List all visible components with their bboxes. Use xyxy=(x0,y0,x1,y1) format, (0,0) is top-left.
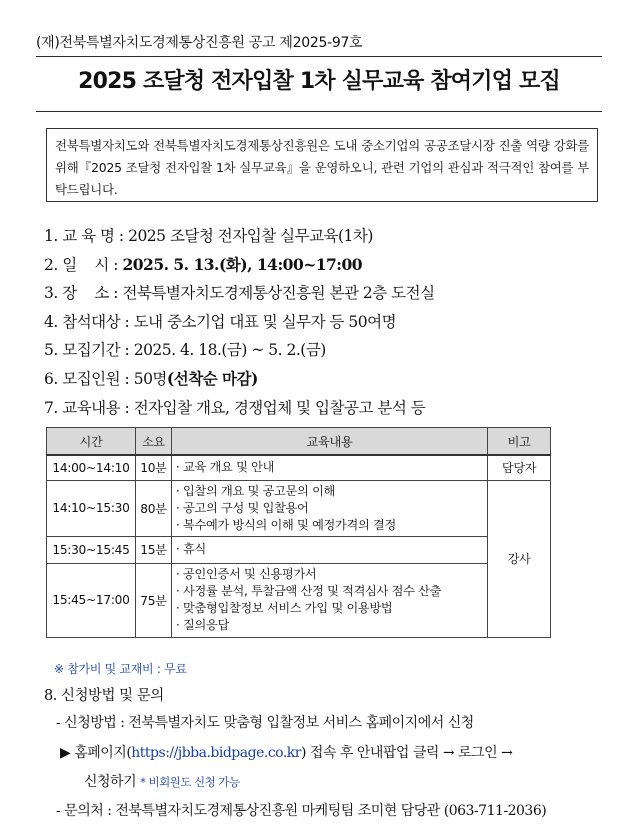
detail-item-content xyxy=(44,394,435,423)
detail-value: 2025. 5. 13.(화), 14:00~17:00 xyxy=(122,254,363,274)
column-header-duration: 소요 xyxy=(135,428,171,456)
nonmember-note: * 비회원도 신청 가능 xyxy=(140,775,240,789)
detail-label: 4. 참석대상 : xyxy=(44,312,130,331)
column-header-time: 시간 xyxy=(47,428,136,456)
cell-duration: 15분 xyxy=(135,536,171,563)
detail-value: 50명 xyxy=(133,369,167,388)
detail-value-emphasis: (선착순 마감) xyxy=(166,368,258,388)
table-row xyxy=(47,563,551,637)
cell-time: 14:10~15:30 xyxy=(47,480,136,536)
homepage-suffix: ) 접속 후 안내팝업 클릭 → 로그인 → xyxy=(300,745,513,761)
homepage-prefix: ▶ 홈페이지( xyxy=(60,745,132,761)
detail-item-target xyxy=(44,308,435,337)
detail-label: 5. 모집기간 : xyxy=(44,341,130,360)
title-bottom-rule xyxy=(36,111,602,112)
content-line: · 교육 개요 및 안내 xyxy=(175,460,275,475)
cell-note: 강사 xyxy=(488,480,551,637)
detail-item-capacity xyxy=(44,365,435,394)
detail-label: 6. 모집인원 : xyxy=(44,369,130,388)
homepage-link[interactable]: https://jbba.bidpage.co.kr xyxy=(131,745,301,761)
column-header-content: 교육내용 xyxy=(171,428,487,456)
application-heading: 8. 신청방법 및 문의 xyxy=(44,688,164,704)
cell-duration: 10분 xyxy=(135,455,171,480)
detail-value: 2025 조달청 전자입찰 실무교육(1차) xyxy=(128,227,373,245)
content-line: · 입찰의 개요 및 공고문의 이해 xyxy=(175,483,336,498)
cell-time: 15:45~17:00 xyxy=(47,563,136,637)
detail-value: 전자입찰 개요, 경쟁업체 및 입찰공고 분석 등 xyxy=(133,398,426,417)
content-line: · 공인인증서 및 신용평가서 xyxy=(175,567,317,581)
detail-item-datetime xyxy=(44,251,435,280)
cell-time: 15:30~15:45 xyxy=(47,536,136,563)
application-method: - 신청방법 : 전북특별자치도 맞춤형 입찰정보 서비스 홈페이지에서 신청 xyxy=(56,715,474,731)
table-header-row xyxy=(47,428,551,456)
detail-label: 2. 일 시 : xyxy=(44,255,119,274)
page-title: 2025 조달청 전자입찰 1차 실무교육 참여기업 모집 xyxy=(78,69,560,94)
contact-line: - 문의처 : 전북특별자치도경제통상진흥원 마케팅팀 조미현 담당관 (063-711-2036) xyxy=(56,803,547,819)
detail-value: 전북특별자치도경제통상진흥원 본관 2층 도전실 xyxy=(122,284,435,303)
notice-number: (재)전북특별자치도경제통상진흥원 공고 제2025-97호 xyxy=(36,35,363,51)
cell-content xyxy=(171,480,487,536)
table-row xyxy=(47,455,551,480)
homepage-line xyxy=(60,742,512,762)
content-line: · 사정률 분석, 투찰금액 산정 및 적격심사 점수 산출 xyxy=(175,584,442,598)
content-line: · 휴식 xyxy=(175,542,207,556)
cell-note: 담당자 xyxy=(488,455,551,480)
fee-note: ※ 참가비 및 교재비 : 무료 xyxy=(54,662,187,676)
content-line: · 맞춤형입찰정보 서비스 가입 및 이용방법 xyxy=(175,601,393,615)
signup-line xyxy=(84,771,240,791)
cell-content xyxy=(171,455,487,480)
signup-text: 신청하기 xyxy=(84,774,137,790)
cell-content xyxy=(171,563,487,637)
column-header-note: 비고 xyxy=(488,428,551,456)
cell-content xyxy=(171,536,487,563)
table-row xyxy=(47,536,551,563)
detail-item-name xyxy=(44,222,435,251)
content-line: · 복수예가 방식의 이해 및 예정가격의 결정 xyxy=(175,517,396,532)
content-line: · 질의응답 xyxy=(175,618,229,632)
detail-label: 1. 교 육 명 : xyxy=(44,227,124,245)
title-top-rule xyxy=(36,56,602,57)
details-list xyxy=(44,222,435,422)
detail-value: 2025. 4. 18.(금) ~ 5. 2.(금) xyxy=(133,341,326,360)
content-line: · 공고의 구성 및 입찰용어 xyxy=(175,500,309,515)
detail-label: 3. 장 소 : xyxy=(44,284,119,303)
schedule-table xyxy=(46,427,551,638)
detail-label: 7. 교육내용 : xyxy=(44,398,130,417)
cell-time: 14:00~14:10 xyxy=(47,455,136,480)
detail-value: 도내 중소기업 대표 및 실무자 등 50여명 xyxy=(133,312,397,331)
intro-text: 전북특별자치도와 전북특별자치도경제통상진흥원은 도내 중소기업의 공공조달시장 진출 역량 강화를 위해『2025 조달청 전자입찰 1차 실무교육』을 운영하오니, 관련 기업의 관심과 적극적인 참여를 부탁드립니다. xyxy=(55,138,589,197)
detail-item-period xyxy=(44,336,435,365)
cell-duration: 75분 xyxy=(135,563,171,637)
table-row xyxy=(47,480,551,536)
detail-item-place xyxy=(44,279,435,308)
intro-box xyxy=(46,128,598,202)
cell-duration: 80분 xyxy=(135,480,171,536)
